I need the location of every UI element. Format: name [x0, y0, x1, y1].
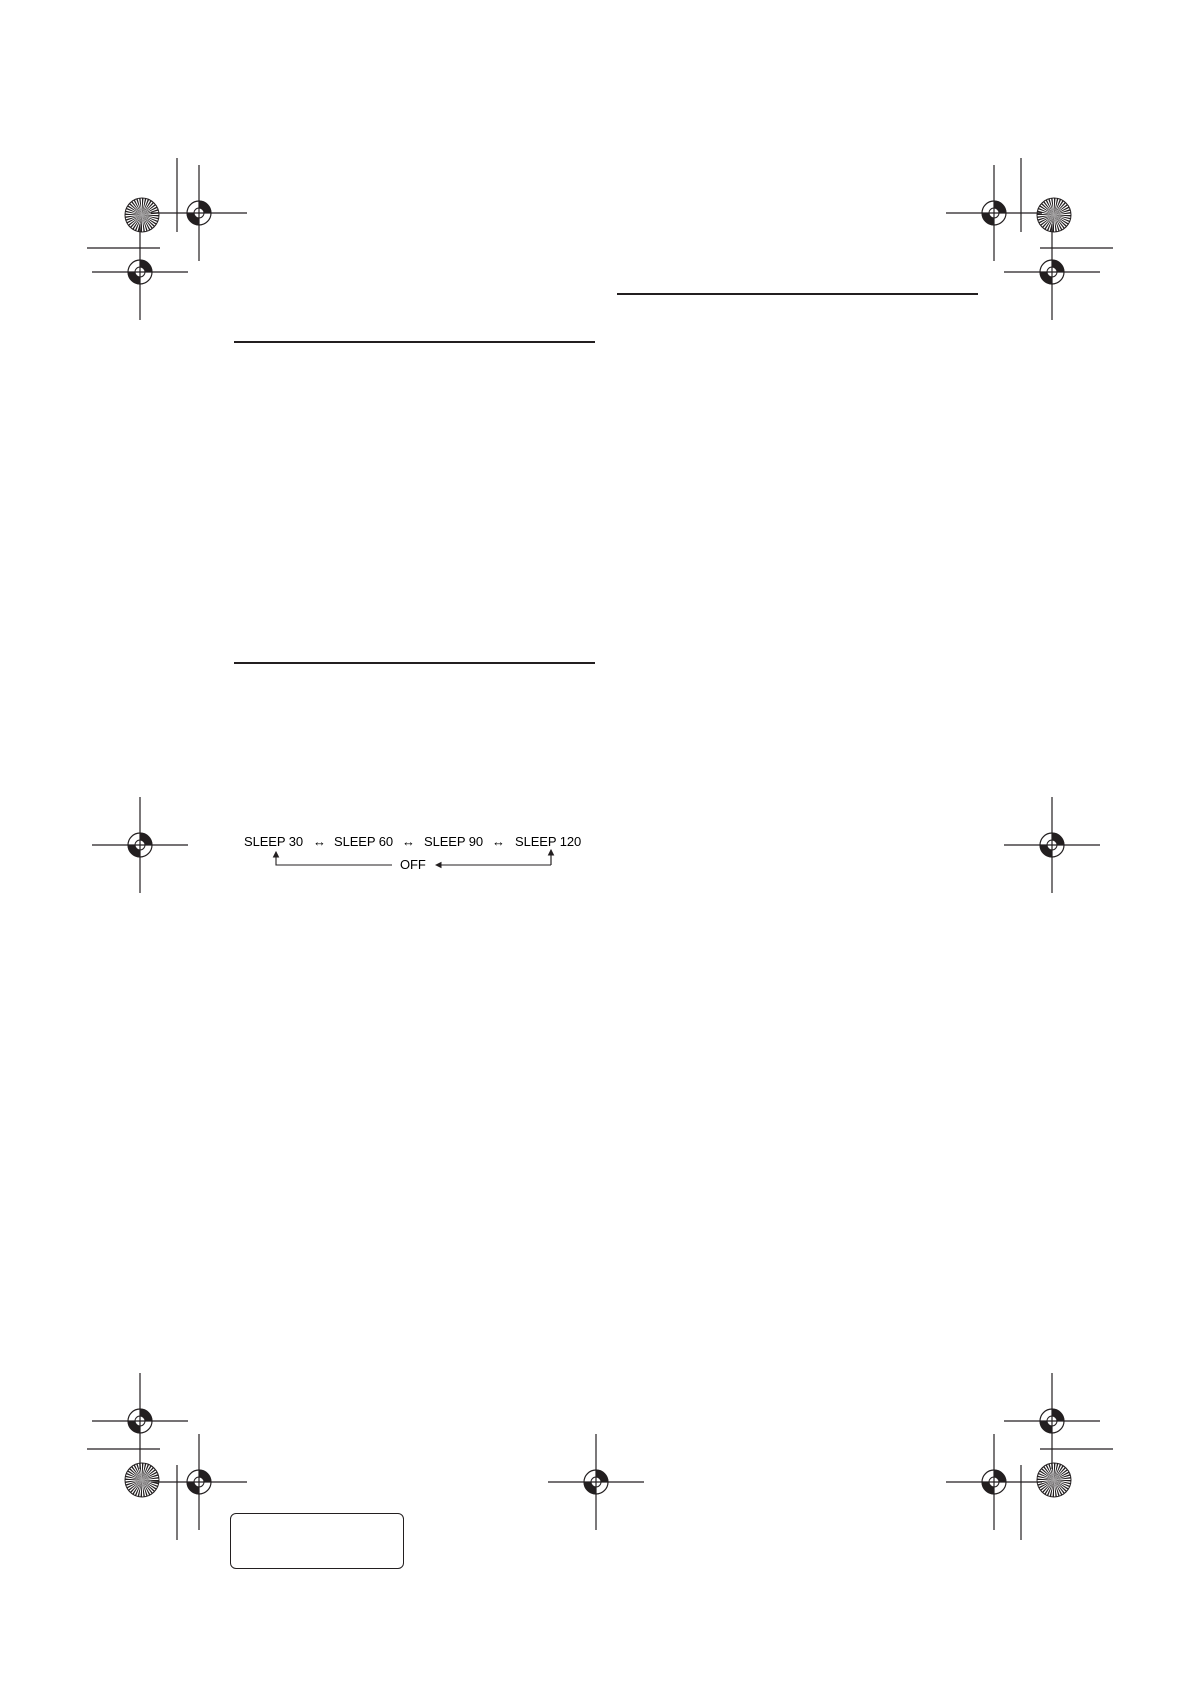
- footer-label-box: [230, 1513, 404, 1569]
- sleep-option-30: SLEEP 30: [244, 834, 303, 849]
- double-arrow-icon: ↔: [402, 834, 415, 849]
- double-arrow-icon: ↔: [313, 834, 326, 849]
- sleep-option-60: SLEEP 60: [334, 834, 393, 849]
- double-arrow-icon: ↔: [492, 834, 505, 849]
- sleep-option-90: SLEEP 90: [424, 834, 483, 849]
- sleep-off-label: OFF: [400, 857, 426, 872]
- sleep-option-120: SLEEP 120: [515, 834, 582, 849]
- return-arrow-left: [276, 852, 392, 865]
